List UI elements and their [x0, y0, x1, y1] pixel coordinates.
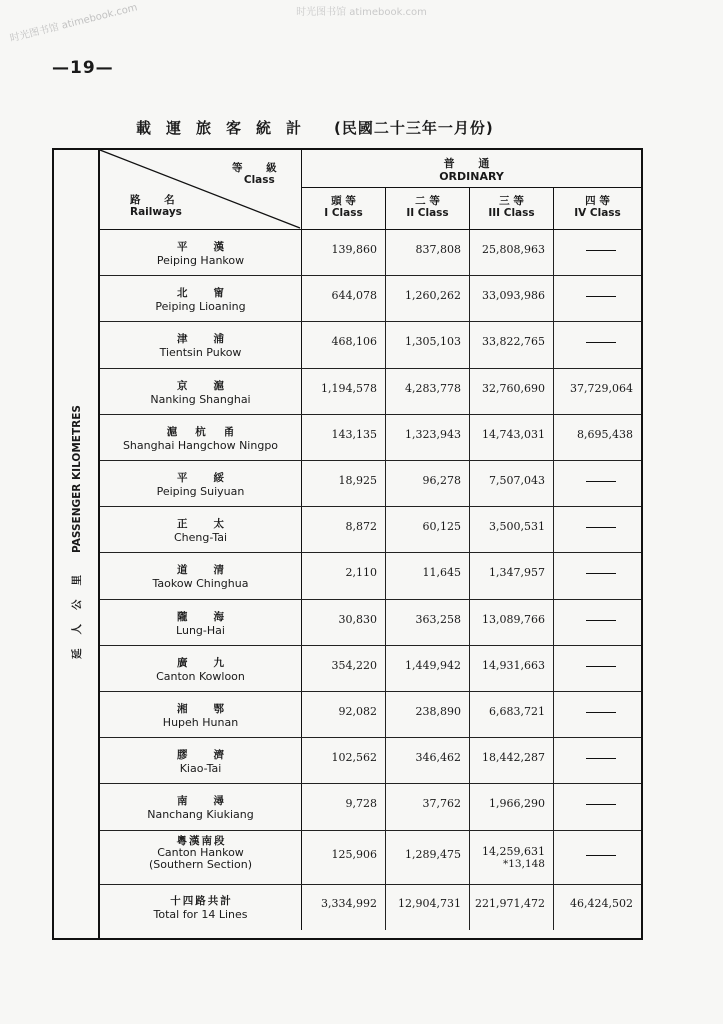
- column-header-class-2: 二 等 II Class: [386, 188, 470, 230]
- value-cell-class-4: [554, 738, 641, 783]
- value-cell-class-2: [386, 415, 470, 460]
- value-cell-class-2: [386, 461, 470, 506]
- railway-name-en: Peiping Hankow: [156, 254, 245, 268]
- railway-name-en: Nanking Shanghai: [150, 392, 251, 406]
- value-text: 18,442,287: [482, 751, 545, 765]
- value-text: 13,089,766: [482, 612, 545, 626]
- side-column: [54, 150, 100, 938]
- value-cell-class-3: [470, 885, 554, 930]
- value-cell-class-1: [302, 885, 386, 930]
- value-cell-class-2: [386, 784, 470, 829]
- value-cell-class-3: [470, 276, 554, 321]
- railway-name-en: Total for 14 Lines: [153, 908, 248, 922]
- railway-name-en: Canton Hankow: [157, 845, 244, 859]
- railway-name-cell: [100, 461, 302, 506]
- value-cell-class-2: [386, 322, 470, 367]
- value-cell-class-1: [302, 600, 386, 645]
- value-cell-class-2: [386, 276, 470, 321]
- table-row: [100, 738, 641, 784]
- value-cell-class-3: [470, 461, 554, 506]
- railway-name-zh: 滬杭甬: [166, 425, 253, 438]
- value-text: 96,278: [422, 474, 461, 488]
- table-row: [100, 692, 641, 738]
- value-cell-class-1: [302, 784, 386, 829]
- value-cell-class-3: [470, 784, 554, 829]
- table-row: [100, 507, 641, 553]
- value-cell-class-1: [302, 276, 386, 321]
- value-cell-class-4: [554, 784, 641, 829]
- header-corner-cell: [100, 150, 302, 230]
- value-cell-class-2: [386, 738, 470, 783]
- railway-name-en-sub: (Southern Section): [149, 857, 252, 871]
- railway-name-cell: [100, 646, 302, 691]
- value-cell-class-1: [302, 646, 386, 691]
- value-text: 354,220: [331, 658, 377, 672]
- value-cell-class-3: [470, 600, 554, 645]
- total-row: [100, 885, 641, 930]
- railway-name-cell: [100, 692, 302, 737]
- railway-name-zh: 津浦: [177, 333, 250, 346]
- no-value-dash: [586, 296, 616, 297]
- value-cell-class-3: [470, 646, 554, 691]
- watermark-top: 时光图书馆 atimebook.com: [296, 7, 427, 18]
- railway-name-zh: 膠濟: [177, 749, 250, 762]
- value-cell-class-2: [386, 692, 470, 737]
- value-cell-class-3: [470, 831, 554, 884]
- value-cell-class-4: [554, 507, 641, 552]
- value-text: 8,872: [345, 520, 377, 534]
- table-row: [100, 276, 641, 322]
- railway-name-cell: [100, 738, 302, 783]
- value-cell-class-3: [470, 415, 554, 460]
- value-cell-class-4: [554, 885, 641, 930]
- table-row: [100, 784, 641, 830]
- railway-name-cell: [100, 322, 302, 367]
- value-text: 125,906: [331, 847, 377, 861]
- page-title: [136, 117, 494, 138]
- railway-name-zh: 道清: [177, 564, 250, 577]
- value-text: 221,971,472: [475, 897, 545, 911]
- value-cell-class-1: [302, 507, 386, 552]
- value-cell-class-3: [470, 369, 554, 414]
- footnote-value: *13,148: [503, 857, 545, 870]
- title-period: (民國二十三年一月份): [334, 119, 494, 137]
- value-cell-class-4: [554, 230, 641, 275]
- value-text: 33,822,765: [482, 335, 545, 349]
- value-text: 8,695,438: [577, 427, 633, 441]
- value-text: 30,830: [338, 612, 377, 626]
- no-value-dash: [586, 573, 616, 574]
- railway-name-zh: 十四路共計: [170, 895, 233, 908]
- railway-name-en: Peiping Suiyuan: [156, 485, 245, 499]
- side-label-en: PASSENGER KILOMETRES: [71, 405, 83, 553]
- value-text: 2,110: [345, 566, 377, 580]
- value-text: 14,931,663: [482, 658, 545, 672]
- value-cell-class-4: [554, 369, 641, 414]
- railway-name-en: Lung-Hai: [176, 623, 225, 637]
- value-text: 37,729,064: [570, 381, 633, 395]
- value-cell-class-2: [386, 646, 470, 691]
- railway-name-cell: [100, 369, 302, 414]
- railway-name-zh: 平漢: [177, 241, 250, 254]
- value-cell-class-3: [470, 692, 554, 737]
- railway-name-zh: 南潯: [177, 795, 250, 808]
- value-cell-class-4: [554, 553, 641, 598]
- value-cell-class-1: [302, 553, 386, 598]
- value-text: 363,258: [415, 612, 461, 626]
- value-text: 1,449,942: [405, 658, 461, 672]
- railway-name-en: Peiping Lioaning: [155, 300, 246, 314]
- railway-name-cell: [100, 553, 302, 598]
- table-row: [100, 322, 641, 368]
- statistics-table: [52, 148, 643, 940]
- table-row: [100, 230, 641, 276]
- no-value-dash: [586, 712, 616, 713]
- no-value-dash: [586, 527, 616, 528]
- value-cell-class-3: [470, 738, 554, 783]
- table-row: [100, 553, 641, 599]
- value-text: 46,424,502: [570, 897, 633, 911]
- value-text: 60,125: [422, 520, 461, 534]
- value-cell-class-2: [386, 885, 470, 930]
- railway-name-zh: 湘鄂: [177, 703, 250, 716]
- value-text: 14,259,631: [482, 844, 545, 858]
- railway-name-zh: 平綏: [177, 472, 250, 485]
- value-cell-class-4: [554, 276, 641, 321]
- column-header-class-4: 四 等 IV Class: [554, 188, 641, 230]
- value-text: 1,347,957: [489, 566, 545, 580]
- railway-name-zh: 粵漢南段: [176, 834, 227, 847]
- value-cell-class-3: [470, 230, 554, 275]
- value-cell-class-2: [386, 230, 470, 275]
- no-value-dash: [586, 758, 616, 759]
- value-text: 4,283,778: [405, 381, 461, 395]
- value-cell-class-2: [386, 553, 470, 598]
- value-text: 37,762: [422, 797, 461, 811]
- value-text: 837,808: [415, 243, 461, 257]
- no-value-dash: [586, 481, 616, 482]
- table-row: [100, 415, 641, 461]
- value-cell-class-1: [302, 461, 386, 506]
- value-text: 143,135: [331, 427, 377, 441]
- railway-name-zh: 正太: [177, 518, 250, 531]
- value-text: 11,645: [422, 566, 461, 580]
- railway-name-cell: [100, 230, 302, 275]
- railway-name-zh: 京滬: [177, 379, 250, 392]
- value-cell-class-3: [470, 507, 554, 552]
- value-cell-class-2: [386, 369, 470, 414]
- value-text: 346,462: [415, 751, 461, 765]
- railway-name-en: Cheng-Tai: [173, 531, 228, 545]
- header-ordinary: 普 通 ORDINARY: [302, 150, 641, 188]
- railway-name-en: Taokow Chinghua: [152, 577, 249, 591]
- railway-name-cell: [100, 831, 302, 884]
- value-text: 139,860: [331, 243, 377, 257]
- header-railways-label: 路 名 Railways: [130, 194, 185, 218]
- value-cell-class-1: [302, 369, 386, 414]
- value-cell-class-1: [302, 692, 386, 737]
- value-text: 3,334,992: [321, 897, 377, 911]
- title-main: 載運旅客統計: [136, 119, 317, 137]
- railway-name-zh: 隴海: [177, 610, 250, 623]
- value-text: 3,500,531: [489, 520, 545, 534]
- side-label-zh: 延人公里: [71, 560, 83, 659]
- value-text: 468,106: [331, 335, 377, 349]
- railway-name-en: Shanghai Hangchow Ningpo: [122, 438, 279, 452]
- value-text: 238,890: [415, 705, 461, 719]
- side-label: [70, 405, 84, 659]
- value-cell-class-4: [554, 461, 641, 506]
- railway-name-en: Nanchang Kiukiang: [147, 808, 254, 822]
- railway-name-cell: [100, 276, 302, 321]
- value-text: 9,728: [345, 797, 377, 811]
- value-text: 1,305,103: [405, 335, 461, 349]
- value-cell-class-3: [470, 553, 554, 598]
- value-cell-class-1: [302, 230, 386, 275]
- value-text: 92,082: [338, 705, 377, 719]
- value-cell-class-4: [554, 322, 641, 367]
- header-class-label: 等 級 Class: [232, 162, 287, 186]
- railway-name-en: Kiao-Tai: [179, 762, 222, 776]
- no-value-dash: [586, 620, 616, 621]
- railway-name-cell: [100, 885, 302, 930]
- value-text: 12,904,731: [398, 897, 461, 911]
- railway-name-en: Hupeh Hunan: [162, 716, 239, 730]
- no-value-dash: [586, 342, 616, 343]
- value-text: 1,289,475: [405, 847, 461, 861]
- value-cell-class-1: [302, 322, 386, 367]
- value-text: 33,093,986: [482, 289, 545, 303]
- column-header-class-3: 三 等 III Class: [470, 188, 554, 230]
- value-text: 14,743,031: [482, 427, 545, 441]
- railway-name-zh: 廣九: [177, 656, 250, 669]
- value-text: 7,507,043: [489, 474, 545, 488]
- no-value-dash: [586, 855, 616, 856]
- railway-name-zh: 北甯: [177, 287, 250, 300]
- value-text: 1,966,290: [489, 797, 545, 811]
- value-cell-class-4: [554, 692, 641, 737]
- value-cell-class-4: [554, 646, 641, 691]
- value-cell-class-2: [386, 600, 470, 645]
- value-text: 1,260,262: [405, 289, 461, 303]
- table-row: [100, 600, 641, 646]
- value-text: 1,194,578: [321, 381, 377, 395]
- value-text: 102,562: [331, 751, 377, 765]
- railway-name-cell: [100, 415, 302, 460]
- column-header-class-1: 頭 等 I Class: [302, 188, 386, 230]
- value-text: 32,760,690: [482, 381, 545, 395]
- railway-name-en: Tientsin Pukow: [159, 346, 242, 360]
- value-cell-class-4: [554, 600, 641, 645]
- value-cell-class-1: [302, 415, 386, 460]
- railway-name-cell: [100, 600, 302, 645]
- railway-name-cell: [100, 784, 302, 829]
- table-row: [100, 831, 641, 885]
- value-cell-class-2: [386, 507, 470, 552]
- value-cell-class-4: [554, 831, 641, 884]
- watermark-corner: 时光图书馆 atimebook.com: [8, 2, 139, 45]
- value-text: 18,925: [338, 474, 377, 488]
- value-cell-class-1: [302, 831, 386, 884]
- railway-name-cell: [100, 507, 302, 552]
- table-row: [100, 646, 641, 692]
- value-text: 6,683,721: [489, 705, 545, 719]
- page-number: —19—: [52, 58, 114, 78]
- no-value-dash: [586, 804, 616, 805]
- value-cell-class-3: [470, 322, 554, 367]
- value-cell-class-1: [302, 738, 386, 783]
- value-text: 1,323,943: [405, 427, 461, 441]
- table-row: [100, 461, 641, 507]
- table-row: [100, 369, 641, 415]
- railway-name-en: Canton Kowloon: [156, 669, 245, 683]
- value-text: 25,808,963: [482, 243, 545, 257]
- no-value-dash: [586, 666, 616, 667]
- value-cell-class-4: [554, 415, 641, 460]
- value-cell-class-2: [386, 831, 470, 884]
- no-value-dash: [586, 250, 616, 251]
- value-text: 644,078: [331, 289, 377, 303]
